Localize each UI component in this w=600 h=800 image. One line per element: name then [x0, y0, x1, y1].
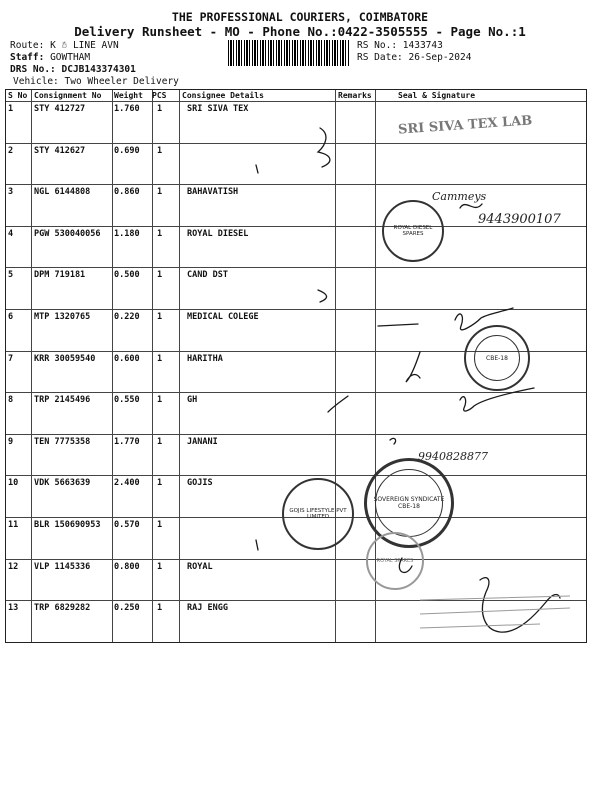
row-pcs: 1	[157, 312, 163, 322]
row-pcs: 1	[157, 561, 163, 572]
row-consignment-no: KRR 30059540	[34, 353, 96, 364]
row-consignment-no: PGW 530040056	[34, 228, 101, 239]
row-weight: 2.400	[114, 478, 140, 489]
row-sno: 2	[8, 145, 14, 156]
row-pcs: 1	[157, 478, 163, 489]
signature-stroke	[460, 204, 482, 208]
row-sno: 10	[8, 478, 19, 489]
header-consignment: Consignment No	[34, 91, 102, 100]
drs-label: DRS No.:	[10, 64, 56, 75]
rs-no-label: RS No.:	[357, 40, 398, 51]
signature-stroke	[318, 290, 327, 302]
sovereign-stamp-text: SOVEREIGN SYNDICATE CBE-18	[373, 496, 445, 510]
row-pcs: 1	[157, 353, 163, 364]
row-consignment-no: BLR 150690953	[34, 520, 101, 530]
row-consignee: GOJIS	[187, 478, 213, 489]
header-sno: S No	[8, 91, 28, 100]
row-sno: 11	[8, 520, 19, 530]
row-consignee: MEDICAL COLEGE	[187, 312, 259, 322]
row-pcs: 1	[157, 187, 163, 198]
row-weight: 0.250	[114, 603, 140, 614]
signature-stroke	[256, 165, 258, 173]
header-weight: Weight	[114, 91, 143, 100]
signature-stroke	[480, 578, 560, 632]
row-consignee: GH	[187, 395, 198, 406]
row-weight: 0.690	[114, 145, 140, 156]
row-sno: 6	[8, 312, 14, 322]
row-sno: 7	[8, 353, 14, 364]
handwriting-row3-name: Cammeys	[432, 190, 487, 203]
rs-date-value: 26-Sep-2024	[408, 52, 472, 63]
row-weight: 0.800	[114, 561, 140, 572]
row-consignment-no: VLP 1145336	[34, 561, 91, 572]
row-consignment-no: STY 412627	[34, 145, 86, 156]
drs-value: DCJB143374301	[61, 64, 136, 75]
handwriting-row3-phone: 9443900107	[478, 212, 561, 227]
header-seal: Seal & Signature	[398, 91, 476, 100]
signature-stroke	[455, 308, 513, 330]
header-remarks: Remarks	[338, 91, 372, 100]
signature-stroke	[460, 388, 534, 411]
row-consignee: ROYAL	[187, 561, 213, 572]
row-consignment-no: DPM 719181	[34, 270, 86, 281]
row-weight: 1.760	[114, 104, 140, 114]
medical-stamp-text: CBE-18	[486, 354, 508, 362]
royal-diesel-stamp-text: ROYAL DIESEL SPARES	[393, 225, 433, 237]
row-pcs: 1	[157, 395, 163, 406]
row-sno: 8	[8, 395, 14, 406]
row-sno: 12	[8, 561, 19, 572]
signature-stroke	[318, 128, 330, 167]
row-weight: 0.500	[114, 270, 140, 281]
vehicle-value: Two Wheeler Delivery	[64, 76, 179, 87]
row-sno: 5	[8, 270, 14, 281]
signature-stroke	[390, 438, 396, 444]
row-consignment-no: VDK 5663639	[34, 478, 91, 489]
row-sno: 4	[8, 228, 14, 239]
row-consignee: CAND DST	[187, 270, 228, 281]
route-label: Route:	[10, 40, 45, 51]
header-pcs: PCS	[152, 91, 167, 100]
row-pcs: 1	[157, 104, 163, 114]
row-consignment-no: STY 412727	[34, 104, 86, 114]
royal-stamp-text: ROYAL SPARES	[376, 558, 414, 564]
signature-stroke	[378, 324, 418, 326]
company-title: THE PROFESSIONAL COURIERS, COIMBATORE	[171, 10, 429, 24]
gojis-stamp-text: GOJIS LIFESTYLE PVT LIMITED	[289, 508, 347, 520]
row-weight: 0.860	[114, 187, 140, 198]
rs-date-label: RS Date:	[357, 52, 403, 63]
row-pcs: 1	[157, 145, 163, 156]
siva-tex-stamp: SRI SIVA TEX LAB	[397, 113, 533, 138]
row-consignee: HARITHA	[187, 353, 223, 364]
signature-stroke	[406, 352, 420, 382]
row-weight: 0.550	[114, 395, 140, 406]
row-consignment-no: MTP 1320765	[34, 312, 91, 322]
handwriting-row9-phone: 9940828877	[418, 450, 488, 463]
runsheet-subtitle: Delivery Runsheet - MO - Phone No.:0422-3505555 - Page No.:1	[74, 24, 526, 39]
row-consignee: SRI SIVA TEX	[187, 104, 249, 114]
row-pcs: 1	[157, 603, 163, 614]
row-weight: 1.770	[114, 436, 140, 447]
staff-value: GOWTHAM	[50, 52, 91, 63]
row-consignee: RAJ ENGG	[187, 603, 228, 614]
staff-label: Staff:	[10, 52, 45, 63]
header-consignee: Consignee Details	[182, 91, 264, 100]
row-consignee: ROYAL DIESEL	[187, 228, 249, 239]
signature-stroke	[399, 558, 412, 572]
signature-stroke	[256, 540, 258, 550]
row-consignee: JANANI	[187, 436, 218, 447]
row-weight: 1.180	[114, 228, 140, 239]
route-value: K ☃ LINE AVN	[50, 40, 119, 51]
vehicle-label: Vehicle:	[13, 76, 59, 87]
row-weight: 0.220	[114, 312, 140, 322]
row-pcs: 1	[157, 436, 163, 447]
row-consignment-no: TRP 2145496	[34, 395, 91, 406]
rs-no-value: 1433743	[402, 40, 443, 51]
row-weight: 0.600	[114, 353, 140, 364]
row-pcs: 1	[157, 270, 163, 281]
row-weight: 0.570	[114, 520, 140, 530]
row-sno: 1	[8, 104, 14, 114]
row-sno: 13	[8, 603, 19, 614]
row-consignee: BAHAVATISH	[187, 187, 239, 198]
row-pcs: 1	[157, 228, 163, 239]
signature-stroke	[328, 396, 348, 412]
row-consignment-no: TRP 6829282	[34, 603, 91, 614]
row-sno: 9	[8, 436, 14, 447]
row-sno: 3	[8, 187, 14, 198]
row-pcs: 1	[157, 520, 163, 530]
row-consignment-no: NGL 6144808	[34, 187, 91, 198]
row-consignment-no: TEN 7775358	[34, 436, 91, 447]
